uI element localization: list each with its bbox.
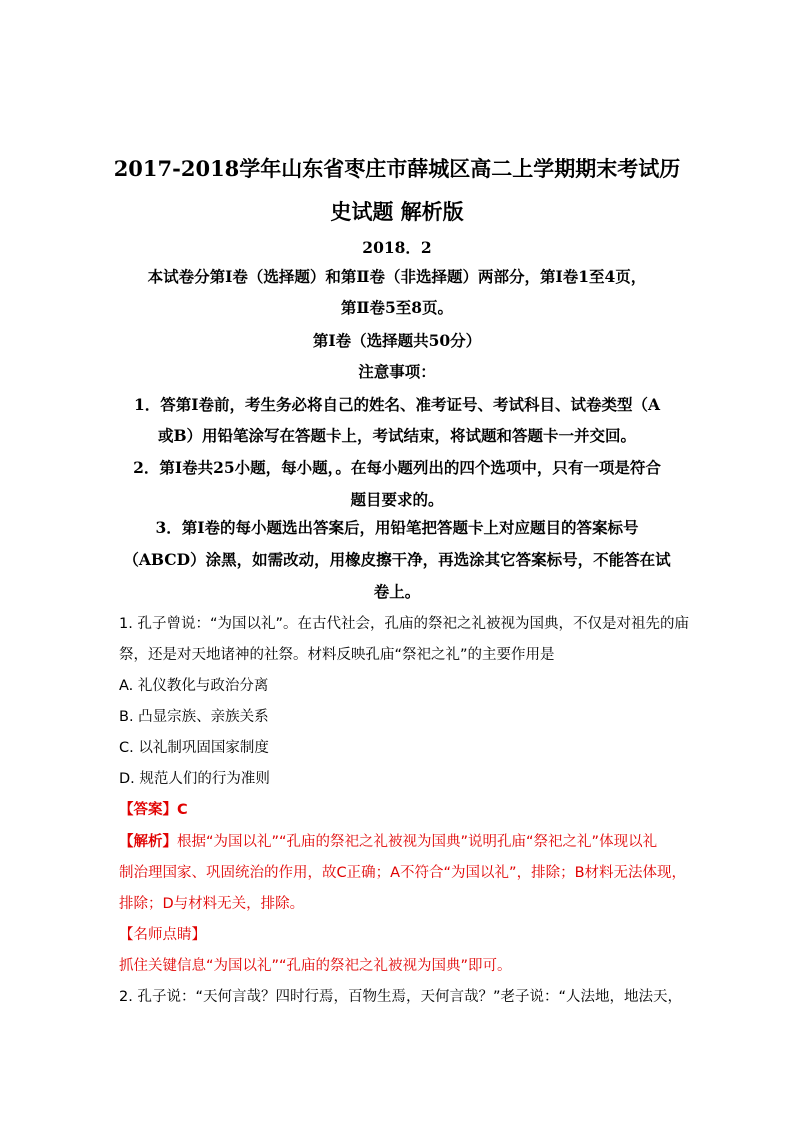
- tip-text: 抓住关键信息“为国以礼”“孔庙的祭祀之礼被视为国典”即可。: [119, 958, 512, 974]
- tip-label: 【名师点睛】: [119, 927, 206, 943]
- question-1-stem-line-1: 1. 孔子曾说：“为国以礼”。在古代社会，孔庙的祭祀之礼被视为国典，不仅是对祖先的庙: [119, 616, 689, 632]
- document-title-line-2: 史试题 解析版: [330, 199, 464, 224]
- analysis-line-1: [119, 833, 657, 851]
- question-1-option-c: C. 以礼制巩固国家制度: [119, 740, 269, 756]
- question-1-option-d: D. 规范人们的行为准则: [119, 771, 270, 787]
- question-1-option-a: A. 礼仪教化与政治分离: [119, 678, 269, 694]
- document-title-line-1: 2017-2018学年山东省枣庄市薛城区高二上学期期末考试历: [113, 156, 681, 181]
- instruction-line: 或B）用铅笔涂写在答题卡上，考试结束，将试题和答题卡一并交回。: [157, 426, 637, 445]
- instruction-line: 题目要求的。: [350, 490, 444, 509]
- instruction-line: 3．第Ⅰ卷的每小题选出答案后，用铅笔把答题卡上对应题目的答案标号: [155, 518, 639, 537]
- instruction-line: 本试卷分第Ⅰ卷（选择题）和第Ⅱ卷（非选择题）两部分，第Ⅰ卷1至4页，: [147, 267, 647, 286]
- analysis-line-3: 排除；D与材料无关，排除。: [119, 896, 305, 912]
- answer-line: [119, 801, 188, 819]
- notes-heading: 注意事项：: [358, 362, 436, 381]
- instruction-line: 第Ⅱ卷5至8页。: [340, 298, 454, 317]
- instruction-line: （ABCD）涂黑，如需改动，用橡皮擦干净，再选涂其它答案标号，不能答在试: [123, 550, 671, 569]
- analysis-line-2: 制治理国家、巩固统治的作用，故C正确；A不符合“为国以礼”，排除；B材料无法体现，: [119, 865, 687, 881]
- question-1-option-b: B. 凸显宗族、亲族关系: [119, 709, 269, 725]
- exam-date: 2018．2: [362, 238, 432, 257]
- section-heading: 第Ⅰ卷（选择题共50分）: [312, 331, 482, 350]
- instruction-line: 卷上。: [373, 582, 421, 601]
- answer-label: 【答案】: [119, 802, 177, 818]
- instruction-line: 1．答第Ⅰ卷前，考生务必将自己的姓名、准考证号、考试科目、试卷类型（A: [133, 395, 661, 414]
- question-1-stem-line-2: 祭，还是对天地诸神的社祭。材料反映孔庙“祭祀之礼”的主要作用是: [119, 647, 555, 663]
- instruction-line: 2．第Ⅰ卷共25小题，每小题，。在每小题列出的四个选项中，只有一项是符合: [133, 458, 661, 477]
- analysis-label: 【解析】: [119, 834, 177, 850]
- answer-value: C: [177, 802, 188, 818]
- question-2-stem-line-1: 2. 孔子说：“天何言哉？四时行焉，百物生焉，天何言哉？”老子说：“人法地，地法天，: [119, 989, 682, 1005]
- analysis-text: 根据“为国以礼”“孔庙的祭祀之礼被视为国典”说明孔庙“祭祀之礼”体现以礼: [177, 834, 658, 850]
